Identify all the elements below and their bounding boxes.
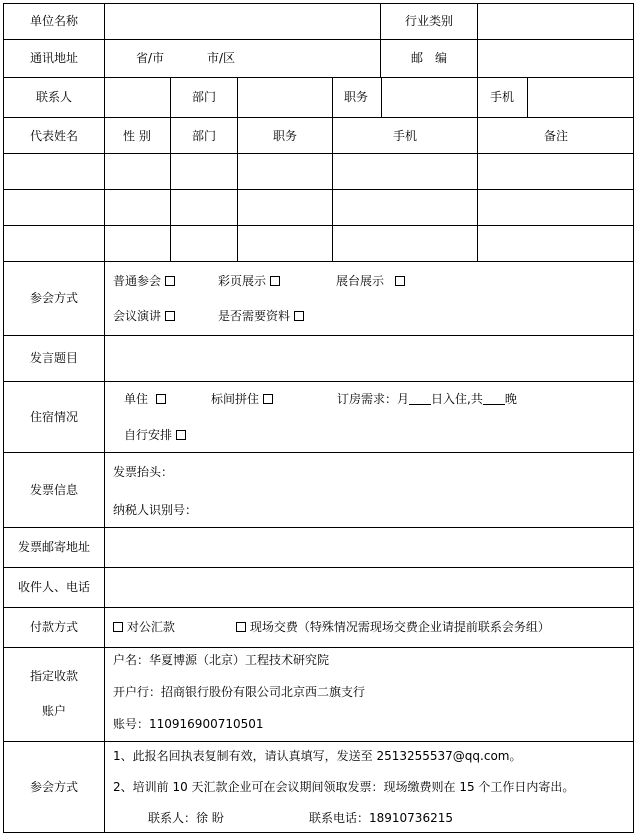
option-onsite-label: 现场交费（特殊情况需现场交费企业请提前联系会务组） bbox=[249, 620, 550, 634]
note-2: 2、培训前 10 天汇款企业可在会议期间领取发票：现场缴费则在 15 个工作日内寄出。 bbox=[113, 780, 575, 794]
nights-label: 晚 bbox=[504, 392, 517, 406]
row-divider bbox=[3, 39, 634, 40]
recipient-label: 收件人、电话 bbox=[17, 580, 90, 594]
account-name: 户名：华夏博源（北京）工程技术研究院 bbox=[113, 653, 330, 667]
speech-topic-label: 发言题目 bbox=[29, 351, 78, 365]
row-divider bbox=[3, 335, 634, 336]
mobile-header: 手机 bbox=[392, 129, 417, 143]
option-onsite[interactable] bbox=[236, 620, 550, 634]
account-number: 账号：110916900710501 bbox=[113, 717, 264, 731]
checkbox[interactable] bbox=[263, 394, 273, 404]
row-divider bbox=[3, 607, 634, 608]
row-divider bbox=[3, 452, 634, 453]
rep-name-header: 代表姓名 bbox=[29, 129, 78, 143]
remark-header: 备注 bbox=[543, 129, 568, 143]
notes-contact: 联系人：徐 盼 bbox=[148, 811, 224, 825]
option-single[interactable] bbox=[124, 392, 166, 406]
invoice-header-label: 发票抬头： bbox=[113, 465, 174, 479]
gender-header: 性 别 bbox=[123, 129, 151, 143]
postcode-label: 邮 编 bbox=[410, 51, 447, 65]
month-blank[interactable] bbox=[409, 392, 431, 405]
dept-header: 部门 bbox=[192, 129, 217, 143]
option-booth-label: 展台展示 bbox=[336, 274, 385, 288]
checkbox[interactable] bbox=[113, 622, 123, 632]
row-divider bbox=[3, 117, 634, 118]
row-divider bbox=[3, 77, 634, 78]
column-divider bbox=[477, 3, 478, 77]
option-color-page-label: 彩页展示 bbox=[218, 274, 267, 288]
column-divider bbox=[477, 77, 478, 117]
option-materials[interactable] bbox=[218, 309, 304, 323]
option-speech-label: 会议演讲 bbox=[113, 309, 162, 323]
checkbox[interactable] bbox=[236, 622, 246, 632]
row-divider bbox=[3, 381, 634, 382]
booking-requirement bbox=[337, 392, 517, 406]
option-materials-label: 是否需要资料 bbox=[218, 309, 291, 323]
row-divider bbox=[3, 261, 634, 262]
column-divider bbox=[332, 77, 333, 117]
checkbox[interactable] bbox=[156, 394, 166, 404]
nights-blank[interactable] bbox=[483, 392, 505, 405]
contact-label: 联系人 bbox=[35, 90, 72, 104]
participation-label: 参会方式 bbox=[29, 291, 78, 305]
row-divider bbox=[3, 225, 634, 226]
note-1: 1、此报名回执表复制有效，请认真填写，发送至 2513255537@qq.com。 bbox=[113, 749, 522, 763]
column-divider bbox=[381, 77, 382, 117]
checkbox[interactable] bbox=[270, 276, 280, 286]
checkbox[interactable] bbox=[294, 311, 304, 321]
option-ordinary[interactable] bbox=[113, 274, 175, 288]
row-divider bbox=[3, 153, 634, 154]
position-label: 职务 bbox=[344, 90, 369, 104]
district-label: 市/区 bbox=[207, 51, 236, 65]
invoice-label: 发票信息 bbox=[29, 483, 78, 497]
booking-label: 订房需求：月 bbox=[337, 392, 410, 406]
tax-id-label: 纳税人识别号： bbox=[113, 503, 198, 517]
column-divider bbox=[170, 117, 171, 261]
row-divider bbox=[3, 741, 634, 742]
province-label: 省/市 bbox=[136, 51, 165, 65]
option-corporate[interactable] bbox=[113, 620, 175, 634]
column-divider bbox=[527, 77, 528, 117]
checkbox[interactable] bbox=[395, 276, 405, 286]
account-label-line1: 指定收款 bbox=[29, 669, 78, 683]
option-corporate-label: 对公汇款 bbox=[126, 620, 175, 634]
option-color-page[interactable] bbox=[218, 274, 280, 288]
option-booth[interactable] bbox=[336, 274, 405, 288]
column-divider bbox=[104, 3, 105, 833]
account-label-line2: 账户 bbox=[41, 704, 66, 718]
checkbox[interactable] bbox=[165, 311, 175, 321]
notes-phone: 联系电话：18910736215 bbox=[309, 811, 453, 825]
checkin-label: 日入住,共 bbox=[431, 392, 483, 406]
position-header: 职务 bbox=[272, 129, 297, 143]
column-divider bbox=[237, 77, 238, 117]
option-single-label: 单住 bbox=[124, 392, 149, 406]
row-divider bbox=[3, 527, 634, 528]
option-shared[interactable] bbox=[211, 392, 273, 406]
industry-label: 行业类别 bbox=[404, 14, 453, 28]
unit-name-label: 单位名称 bbox=[29, 14, 78, 28]
invoice-address-label: 发票邮寄地址 bbox=[17, 540, 90, 554]
column-divider bbox=[170, 77, 171, 117]
row-divider bbox=[3, 567, 634, 568]
payment-label: 付款方式 bbox=[29, 620, 78, 634]
option-ordinary-label: 普通参会 bbox=[113, 274, 162, 288]
option-self-label: 自行安排 bbox=[124, 428, 173, 442]
option-speech[interactable] bbox=[113, 309, 175, 323]
row-divider bbox=[3, 189, 634, 190]
lodging-label: 住宿情况 bbox=[29, 410, 78, 424]
notes-label: 参会方式 bbox=[29, 780, 78, 794]
dept-label: 部门 bbox=[192, 90, 217, 104]
checkbox[interactable] bbox=[165, 276, 175, 286]
option-self[interactable] bbox=[124, 428, 186, 442]
mobile-label: 手机 bbox=[490, 90, 515, 104]
account-bank: 开户行：招商银行股份有限公司北京西二旗支行 bbox=[113, 685, 366, 699]
option-shared-label: 标间拼住 bbox=[211, 392, 260, 406]
address-label: 通讯地址 bbox=[29, 51, 78, 65]
row-divider bbox=[3, 647, 634, 648]
checkbox[interactable] bbox=[176, 430, 186, 440]
